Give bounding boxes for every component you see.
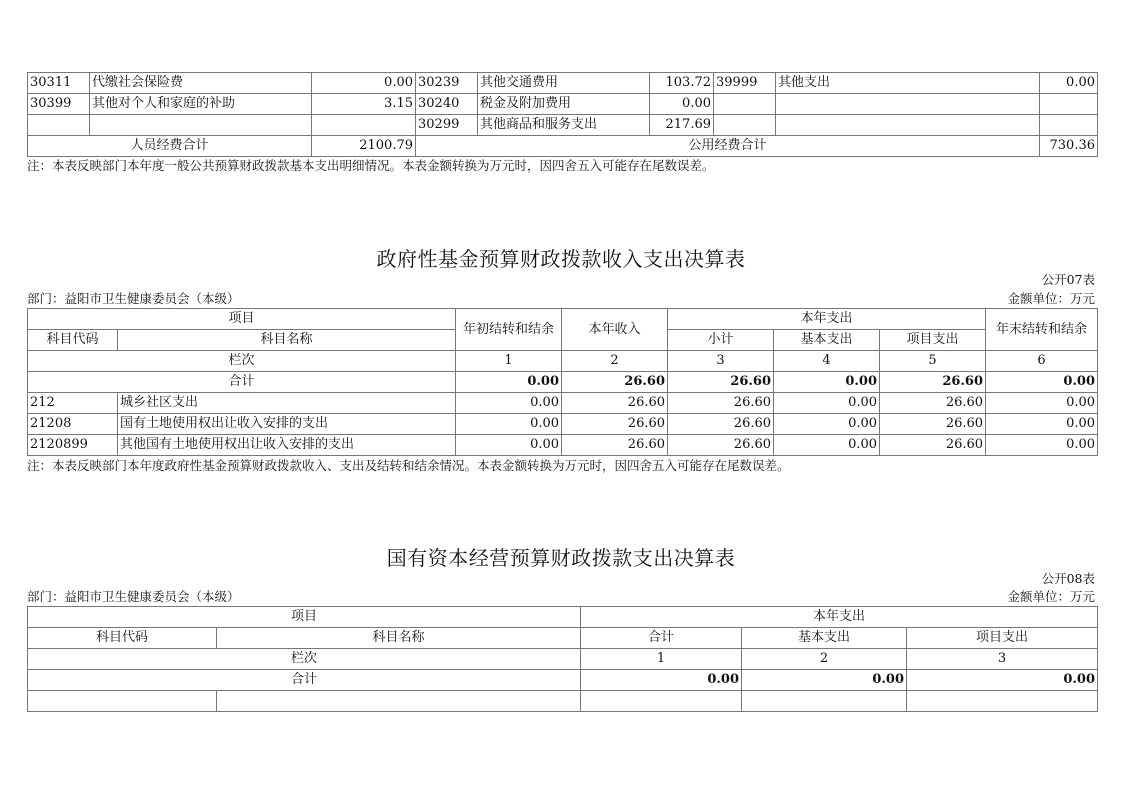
value-cell: 0.00 — [774, 393, 880, 414]
name-cell: 其他交通费用 — [478, 73, 650, 94]
value-cell: 26.60 — [880, 393, 986, 414]
code-cell: 21208 — [28, 414, 118, 435]
name-cell: 其他对个人和家庭的补助 — [90, 94, 312, 115]
value-cell: 26.60 — [562, 414, 668, 435]
header-carry-end: 年末结转和结余 — [986, 309, 1098, 351]
table3-unit: 金额单位：万元 — [1007, 589, 1095, 604]
name-cell: 其他商品和服务支出 — [478, 115, 650, 136]
header-project: 项目 — [28, 309, 456, 330]
value-cell: 0.00 — [456, 393, 562, 414]
value-cell: 0.00 — [986, 435, 1098, 456]
table3-code: 公开08表 — [1041, 571, 1095, 586]
table1-note: 注：本表反映部门本年度一般公共预算财政拨款基本支出明细情况。本表金额转换为万元时，因四舍五入可能存在尾数误差。 — [27, 158, 715, 173]
code-cell: 30240 — [416, 94, 478, 115]
value-cell: 0.00 — [774, 414, 880, 435]
total-value: 0.00 — [907, 670, 1098, 691]
value-cell: 0.00 — [456, 435, 562, 456]
table2-unit: 金额单位：万元 — [1007, 291, 1095, 306]
code-cell: 212 — [28, 393, 118, 414]
value-cell — [581, 691, 742, 712]
value-cell: 0.00 — [986, 393, 1098, 414]
code-cell — [714, 94, 776, 115]
name-cell — [90, 115, 312, 136]
table-row — [28, 691, 1098, 712]
table-row — [28, 94, 1098, 115]
header-basic: 基本支出 — [774, 330, 880, 351]
table-row — [28, 393, 1098, 414]
total-value: 0.00 — [986, 372, 1098, 393]
header-total: 合计 — [581, 628, 742, 649]
value-cell: 26.60 — [562, 435, 668, 456]
header-carry-begin: 年初结转和结余 — [456, 309, 562, 351]
header-subtotal: 小计 — [668, 330, 774, 351]
header-expense: 本年支出 — [668, 309, 986, 330]
value-cell — [1040, 94, 1098, 115]
header-row — [28, 628, 1098, 649]
table2-code: 公开07表 — [1041, 272, 1095, 287]
header-expense: 本年支出 — [581, 607, 1098, 628]
column-number: 4 — [774, 351, 880, 372]
column-index-row — [28, 351, 1098, 372]
name-cell: 其他支出 — [776, 73, 1040, 94]
table-row — [28, 73, 1098, 94]
public-total-value: 730.36 — [1040, 136, 1098, 157]
table3-title: 国有资本经营预算财政拨款支出决算表 — [386, 546, 736, 570]
total-value: 0.00 — [456, 372, 562, 393]
header-project: 项目 — [28, 607, 581, 628]
code-cell: 30239 — [416, 73, 478, 94]
header-income: 本年收入 — [562, 309, 668, 351]
total-value: 0.00 — [742, 670, 907, 691]
personnel-total-label: 人员经费合计 — [28, 136, 312, 157]
value-cell — [907, 691, 1098, 712]
code-cell — [714, 115, 776, 136]
total-value: 26.60 — [668, 372, 774, 393]
header-name: 科目名称 — [217, 628, 581, 649]
header-row — [28, 607, 1098, 628]
basic-expense-detail-table — [27, 72, 1098, 157]
value-cell: 103.72 — [650, 73, 714, 94]
column-number: 5 — [880, 351, 986, 372]
value-cell: 0.00 — [1040, 73, 1098, 94]
header-code: 科目代码 — [28, 330, 118, 351]
name-cell — [217, 691, 581, 712]
name-cell: 城乡社区支出 — [118, 393, 456, 414]
header-row — [28, 309, 1098, 330]
state-capital-table — [27, 606, 1098, 712]
column-number: 6 — [986, 351, 1098, 372]
name-cell: 税金及附加费用 — [478, 94, 650, 115]
total-value: 26.60 — [562, 372, 668, 393]
value-cell: 26.60 — [668, 393, 774, 414]
name-cell — [776, 94, 1040, 115]
table-row — [28, 435, 1098, 456]
column-number: 3 — [668, 351, 774, 372]
column-number: 1 — [456, 351, 562, 372]
table2-note: 注：本表反映部门本年度政府性基金预算财政拨款收入、支出及结转和结余情况。本表金额转换为万元时，因四舍五入可能存在尾数误差。 — [27, 458, 790, 473]
value-cell — [742, 691, 907, 712]
name-cell: 其他国有土地使用权出让收入安排的支出 — [118, 435, 456, 456]
value-cell: 26.60 — [668, 414, 774, 435]
header-basic: 基本支出 — [742, 628, 907, 649]
table-row — [28, 115, 1098, 136]
total-label: 合计 — [28, 372, 456, 393]
code-cell: 2120899 — [28, 435, 118, 456]
header-name: 科目名称 — [118, 330, 456, 351]
column-number: 2 — [742, 649, 907, 670]
column-number: 2 — [562, 351, 668, 372]
value-cell: 0.00 — [986, 414, 1098, 435]
total-label: 合计 — [28, 670, 581, 691]
total-row — [28, 670, 1098, 691]
name-cell — [776, 115, 1040, 136]
total-row — [28, 372, 1098, 393]
column-label: 栏次 — [28, 351, 456, 372]
value-cell: 3.15 — [312, 94, 416, 115]
column-number: 1 — [581, 649, 742, 670]
table2-dept: 部门：益阳市卫生健康委员会（本级） — [27, 291, 240, 306]
public-total-label: 公用经费合计 — [416, 136, 1040, 157]
value-cell: 0.00 — [456, 414, 562, 435]
value-cell — [312, 115, 416, 136]
personnel-total-value: 2100.79 — [312, 136, 416, 157]
value-cell — [1040, 115, 1098, 136]
total-value: 0.00 — [774, 372, 880, 393]
table-row — [28, 414, 1098, 435]
government-fund-table — [27, 308, 1098, 456]
code-cell — [28, 691, 217, 712]
column-number: 3 — [907, 649, 1098, 670]
code-cell: 30299 — [416, 115, 478, 136]
column-index-row — [28, 649, 1098, 670]
totals-row — [28, 136, 1098, 157]
code-cell — [28, 115, 90, 136]
code-cell: 30311 — [28, 73, 90, 94]
table2-title: 政府性基金预算财政拨款收入支出决算表 — [376, 247, 746, 271]
value-cell: 0.00 — [774, 435, 880, 456]
table3-dept: 部门：益阳市卫生健康委员会（本级） — [27, 589, 240, 604]
header-project-exp: 项目支出 — [880, 330, 986, 351]
value-cell: 26.60 — [880, 435, 986, 456]
value-cell: 0.00 — [312, 73, 416, 94]
code-cell: 39999 — [714, 73, 776, 94]
name-cell: 国有土地使用权出让收入安排的支出 — [118, 414, 456, 435]
header-code: 科目代码 — [28, 628, 217, 649]
value-cell: 26.60 — [668, 435, 774, 456]
value-cell: 26.60 — [562, 393, 668, 414]
code-cell: 30399 — [28, 94, 90, 115]
value-cell: 217.69 — [650, 115, 714, 136]
header-project-exp: 项目支出 — [907, 628, 1098, 649]
value-cell: 26.60 — [880, 414, 986, 435]
value-cell: 0.00 — [650, 94, 714, 115]
total-value: 0.00 — [581, 670, 742, 691]
name-cell: 代缴社会保险费 — [90, 73, 312, 94]
column-label: 栏次 — [28, 649, 581, 670]
total-value: 26.60 — [880, 372, 986, 393]
